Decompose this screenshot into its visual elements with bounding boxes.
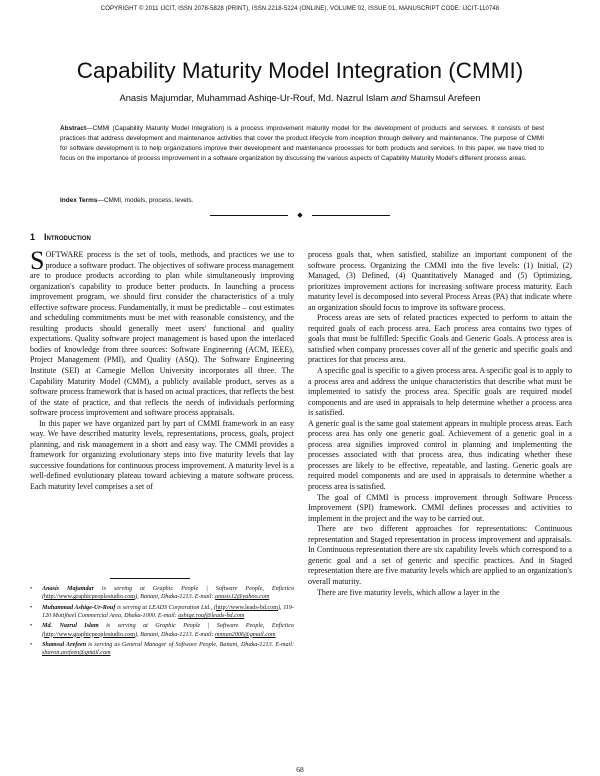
footnote-link[interactable]: http://www.graphicpeoplestudio.com [44, 631, 136, 638]
abstract-label: Abstract [60, 125, 87, 132]
footnote-item [30, 622, 294, 639]
intro-paragraph-1 [30, 246, 294, 419]
body-paragraph-6: There are two different approaches for representations: Continuous representation and Staged representation in process improvement and appraisals. In Continuous representation there are six capability levels which correspond to a generic goal and a set of generic and specific practices. And in Staged representation there are five maturity levels which are applied to an organization's overall maturity. [308, 524, 572, 586]
abstract-text: —CMMI (Capability Maturity Model Integration) is a process improvement maturity model for the development of products and services. It consists of best practices that address development and maintenance activities that cover the product lifecycle from inception through delivery and maintenance. The purpose of CMMI for software development is to help organizations improve their development and maintenance processes for both products and services. In this paper, we have tried to focus on the importance of process improvement in a software organization by discussing the various aspects of Capability Maturity Model's different process areas. [60, 125, 544, 162]
separator-diamond-icon: ◆ [297, 211, 303, 219]
separator-line-left [210, 215, 288, 216]
footnote-link[interactable]: http://www.graphicpeoplestudio.com [44, 594, 136, 601]
author-footnotes [30, 585, 294, 660]
index-terms-label: Index Terms [60, 197, 98, 204]
footnote-email[interactable]: anasis12@yahoo.com [215, 594, 270, 601]
footnote-rest: ), 119-120 Motijheel Commercial Area, Dhaka-1000. E-mail: [42, 604, 294, 620]
body-paragraph-2: Process areas are sets of related practices expected to perform to attain the required goals of each process area. Each process area contains two types of goals that must be fulfilled: Specific Goals and Generic Goals. A process area is satisfied when company processes cover all of the generic and specific goals and practices for that process area. [308, 313, 572, 365]
dropcap-letter: S [30, 246, 45, 275]
section-number: 1 [30, 232, 36, 242]
body-paragraph-3: A specific goal is specific to a given process area. A specific goal is to apply to a process area and address the unique characteristics that describe what must be implemented to satisfy the process area. Specific goals are required model components and are used in appraisals to help determine whether a process area is satisfied. [308, 366, 572, 418]
body-paragraph-5: The goal of CMMI is process improvement through Software Process Improvement (SPI) framework. CMMI defines processes and activities to implement in the project and the way to be carried out. [308, 492, 572, 523]
bullet-icon: • [30, 623, 33, 630]
footnote-rest: ), Banani, Dhaka-1213. E-mail: [135, 594, 216, 601]
footnote-link[interactable]: http://www.leads-bd.com [215, 604, 279, 611]
index-terms [60, 196, 544, 206]
section-title: Introduction [44, 232, 91, 242]
index-terms-text: —CMMI, models, process, levels. [97, 197, 194, 204]
footnote-author: Md. Nazrul Islam [42, 623, 99, 630]
footnote-item [30, 641, 294, 658]
authors-last: Shamsul Arefeen [409, 92, 481, 103]
authors-main: Anasis Majumdar, Muhammad Ashiqe-Ur-Rouf, Md. Nazrul Islam [119, 92, 389, 103]
intro-paragraph-2: In this paper we have organized part by part of CMMI framework in an easy way. We have described maturity levels, representations, process, goals, project planning, and risk management in a short and easy way. The CMMI provides a framework for organizing evolutionary steps into five maturity levels that lay successive foundations for continuous process improvement. A maturity level is a well-defined evolutionary plateau toward achieving a mature software process. Each maturity level comprises a set of [30, 418, 294, 492]
footnote-email[interactable]: mnnun2006@gmail.com [215, 631, 276, 638]
footnote-desc: is serving at LEADS Corporation Ltd., ( [115, 604, 216, 611]
intro-paragraph-1-text: process is the set of tools, methods, and practices we use to produce a software product. The objectives of software process management are to produce products according to plan while simultaneously improving organization's capability to produce better products. In launching a process improvement program, we should first consider the characteristics of a truly effective software process. Fundamentally, it must be predictable – cost estimates and scheduling commitments must be met with reasonable consistency, and the resulting products should generally meet users' functional and quality expectations. Quality software project management is based upon the interlaced bodies of knowledge from three sources: Software Engineering (ACM, IEEE), Project Management (PMI), and Quality (ASQ). The Software Engineering Institute (SEI) at Carnegie Mellon University incorporates all three. The Capability Maturity Model (CMM), a publicly available product, serves as a software process framework that is based on actual practices, that reflects the best of the state of practice, and that reflects the needs of individuals performing software process improvement and software process appraisals. [30, 250, 294, 418]
footnote-author: Shamsul Arefeen [42, 642, 87, 649]
right-column [308, 250, 572, 598]
separator-line-right [312, 215, 390, 216]
author-list [0, 92, 600, 103]
footnote-email[interactable]: ashiqe.rouf@leads-bd.com [178, 613, 245, 620]
footnote-email[interactable]: shavon.arefeen@gmail.com [42, 650, 111, 657]
section-heading [30, 232, 91, 242]
footnote-rule [110, 578, 190, 579]
left-column [30, 246, 294, 493]
body-paragraph-4: A generic goal is the same goal statement appears in multiple process areas. Each process area has only one generic goal. Achievement of a generic goal in a process area signifies improved control in planning and implementing the processes associated with that process area, thus indicating whether these processes are likely to be effective, repeatable, and lasting. Generic goals are required model components and are used in appraisals to determine whether a process area is satisfied. [308, 418, 572, 492]
intro-smallcaps-word: OFTWARE [45, 250, 84, 259]
abstract [60, 124, 544, 164]
bullet-icon: • [30, 586, 33, 592]
body-paragraph-1: process goals that, when satisfied, stabilize an important component of the software process. Organizing the CMMI into the five levels: (1) Initial, (2) Managed, (3) Defined, (4) Quantitatively Managed and (5) Optimizing, prioritizes improvement actions for increasing software process maturity. Each maturity level is decomposed into several Process Areas (PA) that indicate where an organization should focus to improve its software process. [308, 250, 572, 312]
bullet-icon: • [30, 604, 33, 611]
footnote-desc: is serving at Graphic People | Software People, Enfictico ( [42, 623, 294, 638]
footnote-item [30, 604, 294, 621]
copyright-line: COPYRIGHT © 2011 IJCIT, ISSN 2078-5828 (PRINT), ISSN 2218-5224 (ONLINE), VOLUME 02, ISSUE 01, MANUSCRIPT CODE: IJCIT-110748 [100, 6, 500, 12]
footnote-author: Muhammad Ashiqe-Ur-Rouf [42, 604, 116, 611]
page-number: 68 [296, 765, 304, 774]
body-paragraph-7: There are five maturity levels, which allow a layer in the [317, 587, 500, 597]
footnote-item [30, 585, 294, 602]
footnote-desc: is serving as General Manager of Software People, Banani, Dhaka-1213. E-mail: [86, 642, 294, 649]
footnote-desc: is serving at Graphic People | Software People, Enfictico ( [42, 586, 295, 601]
bullet-icon: • [30, 642, 33, 649]
section-separator [0, 211, 600, 219]
footnote-rest: ), Banani, Dhaka-1213. E-mail: [135, 631, 216, 638]
authors-and: and [390, 92, 407, 103]
paper-title: Capability Maturity Model Integration (CMMI) [76, 58, 524, 83]
footnote-author: Anasis Majumdar [42, 586, 94, 592]
